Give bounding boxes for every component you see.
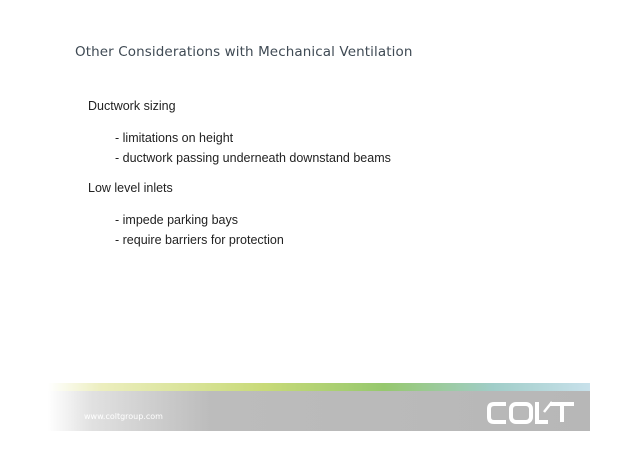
- bullet-item: - require barriers for protection: [115, 233, 284, 247]
- bullet-item: - ductwork passing underneath downstand beams: [115, 151, 391, 165]
- section-heading-inlets: Low level inlets: [88, 181, 173, 195]
- slide-title: Other Considerations with Mechanical Ventilation: [75, 44, 413, 60]
- colt-logo: [486, 399, 576, 427]
- footer-url: www.coltgroup.com: [84, 412, 163, 421]
- footer-accent-line: [48, 383, 590, 391]
- bullet-item: - impede parking bays: [115, 213, 238, 227]
- bullet-item: - limitations on height: [115, 131, 234, 145]
- section-heading-ductwork: Ductwork sizing: [88, 99, 176, 113]
